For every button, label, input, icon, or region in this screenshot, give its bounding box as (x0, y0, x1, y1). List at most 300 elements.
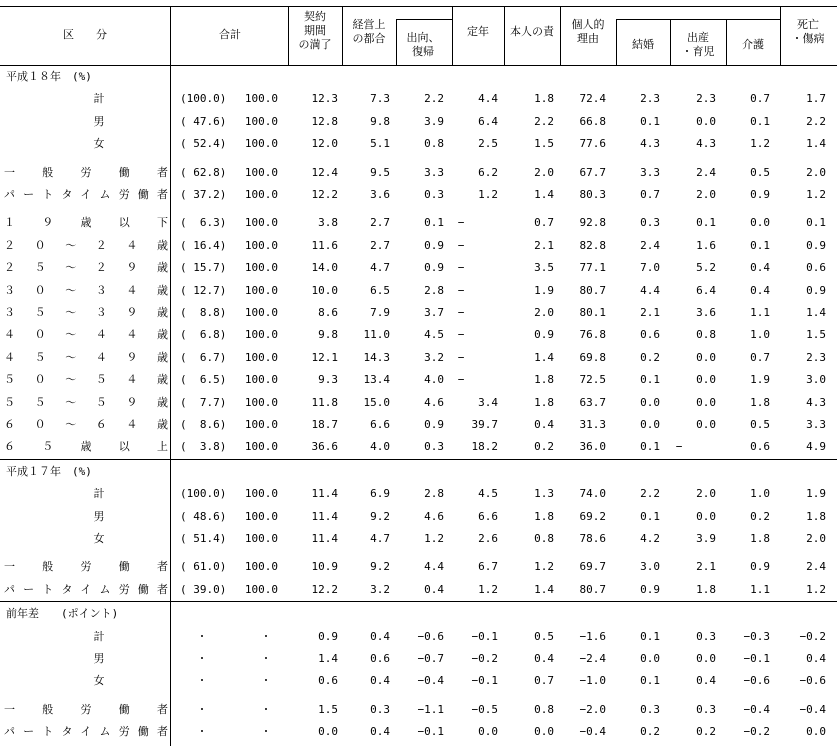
data-cell: 0.4 (806, 652, 826, 665)
header-bottom-border (0, 65, 837, 66)
data-cell: 76.8 (579, 328, 606, 342)
data-cell: 1.2 (750, 137, 770, 151)
data-cell: 80.7 (579, 582, 606, 596)
data-cell: 100.0 (244, 261, 278, 275)
header-column-rule (780, 6, 781, 65)
data-cell: − (457, 283, 465, 297)
data-cell: 2.2 (640, 487, 660, 501)
composition-share: ( 15.7) (180, 261, 227, 275)
data-cell: 0.7 (750, 350, 770, 364)
data-cell: 2.6 (478, 532, 498, 545)
data-cell: 100.0 (244, 532, 278, 545)
data-cell: 2.2 (424, 92, 444, 106)
data-cell: 0.9 (318, 629, 338, 643)
composition-share: ( 51.4) (180, 532, 227, 545)
data-cell: − (457, 238, 465, 252)
data-cell: 0.1 (640, 509, 660, 523)
data-cell: 12.2 (311, 188, 338, 201)
data-cell: 100.0 (244, 283, 278, 297)
data-cell: 0.9 (750, 188, 770, 201)
row-label: ４ ５ ～ ４ ９ 歳 (4, 350, 168, 364)
data-cell: 0.6 (318, 674, 338, 688)
data-cell: 0.7 (534, 216, 554, 230)
row-label: パートタイム労働者 (4, 188, 168, 201)
data-cell: 1.3 (534, 487, 554, 501)
data-cell: 100.0 (244, 350, 278, 364)
data-cell: 3.9 (424, 114, 444, 128)
data-cell: −2.0 (579, 702, 606, 716)
label-column-rule (170, 65, 171, 746)
data-cell: 0.5 (750, 418, 770, 431)
data-cell: 69.7 (579, 560, 606, 574)
data-cell: 100.0 (244, 373, 278, 387)
data-cell: 6.4 (696, 283, 716, 297)
data-cell: 4.7 (370, 261, 390, 275)
data-cell: 1.9 (806, 487, 826, 501)
data-cell: 0.8 (534, 532, 554, 545)
data-cell: 0.0 (640, 395, 660, 409)
composition-share: ( 47.6) (180, 114, 227, 128)
data-cell: 2.8 (424, 487, 444, 501)
data-cell: 0.4 (534, 652, 554, 665)
data-cell: 0.1 (750, 114, 770, 128)
data-cell: 2.4 (806, 560, 826, 574)
composition-share: ・ (196, 629, 208, 643)
header-subcolumn-rule (726, 19, 727, 65)
data-cell: 4.9 (806, 440, 826, 454)
data-cell: −0.4 (417, 674, 444, 688)
data-cell: 14.0 (311, 261, 338, 275)
composition-share: ( 62.8) (180, 165, 227, 179)
data-cell: 0.8 (424, 137, 444, 151)
data-cell: 0.5 (534, 629, 554, 643)
data-cell: 3.9 (696, 532, 716, 545)
data-cell: ・ (260, 629, 272, 643)
data-cell: 0.4 (750, 261, 770, 275)
data-cell: 0.2 (534, 440, 554, 454)
data-cell: 1.0 (750, 328, 770, 342)
data-cell: 3.4 (478, 395, 498, 409)
data-cell: 36.0 (579, 440, 606, 454)
data-cell: 1.8 (534, 92, 554, 106)
data-cell: 12.2 (311, 582, 338, 596)
composition-share: ( 37.2) (180, 188, 227, 201)
data-cell: 2.1 (696, 560, 716, 574)
data-cell: 9.2 (370, 560, 390, 574)
data-cell: 1.2 (478, 582, 498, 596)
data-cell: 18.2 (471, 440, 498, 454)
data-cell: 1.2 (424, 532, 444, 545)
data-cell: 1.5 (534, 137, 554, 151)
data-cell: 0.0 (806, 725, 826, 739)
data-cell: 80.1 (579, 306, 606, 319)
data-cell: 4.0 (424, 373, 444, 387)
composition-share: ( 8.6) (180, 418, 227, 431)
composition-share: ( 12.7) (180, 283, 227, 297)
data-cell: 3.2 (424, 350, 444, 364)
data-cell: 69.2 (579, 509, 606, 523)
data-cell: 9.8 (318, 328, 338, 342)
data-cell: 100.0 (244, 92, 278, 106)
data-cell: 0.4 (370, 674, 390, 688)
row-label: 男 (93, 114, 105, 128)
composition-share: ( 6.8) (180, 328, 227, 342)
data-cell: 0.2 (696, 725, 716, 739)
row-label: 男 (93, 509, 105, 523)
header-nursing: 介護 (742, 38, 764, 51)
data-cell: 0.0 (750, 216, 770, 230)
data-cell: 1.8 (750, 532, 770, 545)
row-label: ２ ５ ～ ２ ９ 歳 (4, 261, 168, 275)
data-cell: 0.6 (370, 652, 390, 665)
row-label: ５ ５ ～ ５ ９ 歳 (4, 395, 168, 409)
data-cell: 1.9 (534, 283, 554, 297)
data-cell: 4.7 (370, 532, 390, 545)
header-column-rule (560, 6, 561, 65)
data-cell: 0.1 (640, 373, 660, 387)
data-cell: 2.8 (424, 283, 444, 297)
header-contract: の満了 (298, 38, 332, 51)
data-cell: 0.3 (640, 702, 660, 716)
header-death: ・傷病 (791, 32, 825, 45)
header-management: の都合 (352, 32, 386, 45)
data-cell: 3.2 (370, 582, 390, 596)
composition-share: ・ (196, 652, 208, 665)
data-cell: 1.8 (806, 509, 826, 523)
row-label: 一 般 労 働 者 (4, 560, 168, 574)
table-top-border (0, 6, 837, 7)
data-cell: 63.7 (579, 395, 606, 409)
row-label: 一 般 労 働 者 (4, 165, 168, 179)
data-cell: 0.4 (750, 283, 770, 297)
data-cell: 2.1 (640, 306, 660, 319)
composition-share: ( 61.0) (180, 560, 227, 574)
data-cell: 7.9 (370, 306, 390, 319)
composition-share: (100.0) (180, 92, 227, 106)
data-cell: 2.0 (534, 306, 554, 319)
data-cell: 1.4 (534, 350, 554, 364)
row-label: 女 (93, 674, 105, 688)
data-cell: 0.0 (696, 652, 716, 665)
data-cell: −0.2 (743, 725, 770, 739)
data-cell: 0.6 (640, 328, 660, 342)
data-cell: 100.0 (244, 238, 278, 252)
header-fault: 本人の責 (510, 25, 554, 38)
data-cell: ・ (260, 674, 272, 688)
data-cell: 2.0 (696, 487, 716, 501)
row-label: パートタイム労働者 (4, 582, 168, 596)
row-label: 一 般 労 働 者 (4, 702, 168, 716)
data-cell: −0.3 (743, 629, 770, 643)
header-subcolumn-rule (616, 19, 617, 65)
header-total: 合計 (219, 28, 241, 41)
data-cell: 7.0 (640, 261, 660, 275)
composition-share: ( 39.0) (180, 582, 227, 596)
data-cell: 39.7 (471, 418, 498, 431)
data-cell: 11.0 (363, 328, 390, 342)
data-cell: 1.8 (696, 582, 716, 596)
data-cell: −0.4 (799, 702, 826, 716)
data-cell: 1.5 (806, 328, 826, 342)
data-cell: ・ (260, 652, 272, 665)
data-cell: 12.4 (311, 165, 338, 179)
data-cell: 1.6 (696, 238, 716, 252)
data-cell: 0.1 (806, 216, 826, 230)
data-cell: 2.0 (806, 532, 826, 545)
data-cell: 0.1 (750, 238, 770, 252)
composition-share: ( 6.7) (180, 350, 227, 364)
data-cell: 6.2 (478, 165, 498, 179)
data-cell: −0.2 (471, 652, 498, 665)
section-divider (0, 601, 837, 602)
data-cell: 31.3 (579, 418, 606, 431)
data-cell: 3.0 (806, 373, 826, 387)
data-cell: − (457, 350, 465, 364)
data-cell: 1.4 (534, 188, 554, 201)
data-cell: 4.2 (640, 532, 660, 545)
header-column-rule (170, 6, 171, 65)
header-personal: 個人的 (571, 18, 605, 31)
data-cell: 2.0 (534, 165, 554, 179)
data-cell: 4.3 (696, 137, 716, 151)
data-cell: −0.1 (471, 674, 498, 688)
data-cell: 69.8 (579, 350, 606, 364)
data-cell: −1.6 (579, 629, 606, 643)
data-cell: 3.3 (424, 165, 444, 179)
data-cell: 11.4 (311, 532, 338, 545)
data-cell: 0.2 (640, 725, 660, 739)
data-cell: 0.9 (806, 283, 826, 297)
data-cell: 2.2 (534, 114, 554, 128)
data-cell: 77.6 (579, 137, 606, 151)
data-cell: 2.0 (696, 188, 716, 201)
data-cell: 0.4 (696, 674, 716, 688)
data-cell: 92.8 (579, 216, 606, 230)
personal-subheader-rule (616, 19, 780, 20)
data-cell: 0.1 (640, 674, 660, 688)
data-cell: 80.7 (579, 283, 606, 297)
data-cell: 0.1 (640, 629, 660, 643)
row-label: ６ ０ ～ ６ ４ 歳 (4, 418, 168, 431)
data-cell: 4.6 (424, 395, 444, 409)
data-cell: 0.3 (640, 216, 660, 230)
data-cell: −0.4 (579, 725, 606, 739)
data-cell: 1.4 (806, 306, 826, 319)
header-contract: 契約 (304, 10, 326, 23)
data-cell: 0.9 (534, 328, 554, 342)
data-cell: 3.3 (806, 418, 826, 431)
data-cell: 2.3 (640, 92, 660, 106)
data-cell: 36.6 (311, 440, 338, 454)
data-cell: ・ (260, 702, 272, 716)
data-cell: −0.1 (417, 725, 444, 739)
data-cell: 74.0 (579, 487, 606, 501)
data-cell: 3.5 (534, 261, 554, 275)
data-cell: 0.3 (696, 629, 716, 643)
data-cell: 1.2 (806, 188, 826, 201)
composition-share: (100.0) (180, 487, 227, 501)
data-cell: 12.1 (311, 350, 338, 364)
data-cell: 100.0 (244, 114, 278, 128)
data-cell: 72.4 (579, 92, 606, 106)
data-cell: 4.6 (424, 509, 444, 523)
header-management: 経営上 (352, 18, 386, 31)
data-cell: 10.0 (311, 283, 338, 297)
data-cell: 12.0 (311, 137, 338, 151)
data-cell: − (457, 216, 465, 230)
composition-share: ・ (196, 702, 208, 716)
data-cell: 0.8 (534, 702, 554, 716)
row-label: 女 (93, 532, 105, 545)
data-cell: 4.4 (424, 560, 444, 574)
data-cell: 5.2 (696, 261, 716, 275)
management-subheader-rule (396, 19, 452, 20)
row-label: ４ ０ ～ ４ ４ 歳 (4, 328, 168, 342)
data-cell: 0.4 (534, 418, 554, 431)
data-cell: 8.6 (318, 306, 338, 319)
data-cell: 6.7 (478, 560, 498, 574)
data-cell: 0.5 (750, 165, 770, 179)
composition-share: ( 3.8) (180, 440, 227, 454)
data-cell: 0.1 (696, 216, 716, 230)
data-cell: 1.2 (534, 560, 554, 574)
row-label: ６ ５ 歳 以 上 (4, 440, 168, 454)
data-cell: 3.3 (640, 165, 660, 179)
header-death: 死亡 (797, 18, 819, 31)
data-cell: 9.3 (318, 373, 338, 387)
data-cell: 11.4 (311, 487, 338, 501)
data-cell: 66.8 (579, 114, 606, 128)
data-cell: − (675, 440, 683, 454)
data-cell: 12.3 (311, 92, 338, 106)
data-cell: 2.4 (696, 165, 716, 179)
data-cell: 0.1 (424, 216, 444, 230)
data-cell: 0.6 (750, 440, 770, 454)
data-cell: 0.2 (640, 350, 660, 364)
data-cell: 0.0 (478, 725, 498, 739)
composition-share: ・ (196, 725, 208, 739)
data-cell: 0.1 (640, 440, 660, 454)
header-column-rule (342, 6, 343, 65)
data-cell: 7.3 (370, 92, 390, 106)
header-category: 区 分 (63, 28, 107, 41)
data-cell: 2.0 (806, 165, 826, 179)
data-cell: 13.4 (363, 373, 390, 387)
data-cell: 0.0 (318, 725, 338, 739)
data-cell: 2.3 (696, 92, 716, 106)
data-cell: 0.0 (640, 418, 660, 431)
data-cell: 3.6 (696, 306, 716, 319)
header-column-rule (288, 6, 289, 65)
data-cell: 0.9 (424, 418, 444, 431)
data-cell: 6.4 (478, 114, 498, 128)
data-cell: 0.6 (806, 261, 826, 275)
section-label: 平成１８年 (%) (6, 70, 92, 83)
data-cell: 6.9 (370, 487, 390, 501)
data-cell: 5.1 (370, 137, 390, 151)
data-cell: 1.8 (750, 395, 770, 409)
data-cell: 0.0 (534, 725, 554, 739)
data-cell: − (457, 373, 465, 387)
data-cell: 0.7 (640, 188, 660, 201)
data-cell: 100.0 (244, 440, 278, 454)
data-cell: −0.1 (743, 652, 770, 665)
section-label: 前年差 (ポイント) (6, 607, 119, 621)
data-cell: −0.1 (471, 629, 498, 643)
composition-share: ( 48.6) (180, 509, 227, 523)
data-cell: 100.0 (244, 560, 278, 574)
header-retirement: 定年 (467, 25, 489, 38)
row-label: ３ ５ ～ ３ ９ 歳 (4, 306, 168, 319)
data-cell: 0.3 (424, 188, 444, 201)
data-cell: 10.9 (311, 560, 338, 574)
data-cell: 0.0 (696, 509, 716, 523)
data-cell: 1.0 (750, 487, 770, 501)
row-label: 計 (93, 629, 105, 643)
data-cell: −0.2 (799, 629, 826, 643)
composition-share: ( 7.7) (180, 395, 227, 409)
data-cell: 0.0 (696, 373, 716, 387)
header-childbirth: 出産 (687, 31, 709, 44)
data-cell: −0.4 (743, 702, 770, 716)
data-cell: −0.6 (417, 629, 444, 643)
row-label: 男 (93, 652, 105, 665)
row-label: 女 (93, 137, 105, 151)
data-cell: 0.9 (750, 560, 770, 574)
data-cell: 0.9 (806, 238, 826, 252)
data-cell: − (457, 306, 465, 319)
section-label: 平成１７年 (%) (6, 464, 92, 478)
row-label: 計 (93, 487, 105, 501)
data-cell: 9.8 (370, 114, 390, 128)
composition-share: ・ (196, 674, 208, 688)
data-cell: 80.3 (579, 188, 606, 201)
header-subcolumn-rule (396, 19, 397, 65)
composition-share: ( 6.5) (180, 373, 227, 387)
data-cell: 11.6 (311, 238, 338, 252)
data-cell: 77.1 (579, 261, 606, 275)
data-cell: 0.0 (696, 418, 716, 431)
data-cell: 100.0 (244, 395, 278, 409)
data-cell: 0.1 (640, 114, 660, 128)
data-cell: 1.2 (478, 188, 498, 201)
data-cell: 100.0 (244, 418, 278, 431)
data-cell: − (457, 328, 465, 342)
data-cell: 4.5 (424, 328, 444, 342)
data-cell: 3.6 (370, 188, 390, 201)
data-cell: 100.0 (244, 137, 278, 151)
header-contract: 期間 (304, 24, 326, 37)
composition-share: ( 52.4) (180, 137, 227, 151)
data-cell: 72.5 (579, 373, 606, 387)
data-cell: 11.4 (311, 509, 338, 523)
data-cell: 1.8 (534, 373, 554, 387)
data-cell: 1.5 (318, 702, 338, 716)
data-cell: 2.1 (534, 238, 554, 252)
data-cell: 0.7 (750, 92, 770, 106)
data-cell: 100.0 (244, 165, 278, 179)
data-cell: 1.2 (806, 582, 826, 596)
data-cell: 0.8 (696, 328, 716, 342)
header-column-rule (504, 6, 505, 65)
data-cell: 1.9 (750, 373, 770, 387)
data-cell: 2.4 (640, 238, 660, 252)
row-label: ３ ０ ～ ３ ４ 歳 (4, 283, 168, 297)
data-cell: 9.5 (370, 165, 390, 179)
data-cell: 18.7 (311, 418, 338, 431)
header-personal: 理由 (577, 32, 599, 45)
data-cell: − (457, 261, 465, 275)
